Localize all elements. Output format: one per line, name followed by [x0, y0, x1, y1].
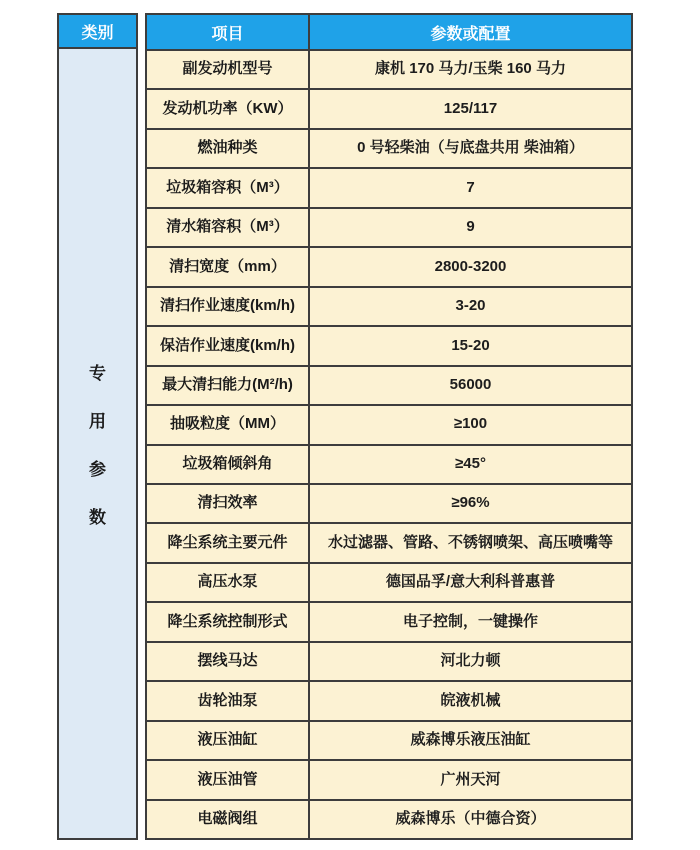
- table-row: [147, 522, 631, 561]
- item-label: 垃圾箱倾斜角: [147, 446, 310, 483]
- item-value: 2800-3200: [434, 257, 507, 275]
- item-value: 广州天河: [440, 770, 501, 788]
- table-row: [147, 207, 631, 246]
- table-row: [147, 562, 631, 601]
- table-row: [147, 720, 631, 759]
- item-value: 56000: [449, 375, 492, 393]
- item-column-header: 项目: [147, 15, 310, 49]
- table-row: [147, 128, 631, 167]
- item-label: 摆线马达: [147, 643, 310, 680]
- item-label: 清扫效率: [147, 485, 310, 522]
- item-value: 河北力顿: [440, 652, 501, 670]
- item-label: 最大清扫能力(M²/h): [147, 367, 310, 404]
- table-row: [147, 444, 631, 483]
- item-label: 清水箱容积（M³）: [147, 209, 310, 246]
- item-value: 15-20: [451, 336, 490, 354]
- table-body: [147, 49, 631, 838]
- table-row: [147, 404, 631, 443]
- item-label: 清扫作业速度(km/h): [147, 288, 310, 325]
- table-row: [147, 680, 631, 719]
- table-row: [147, 286, 631, 325]
- item-label: 燃油种类: [147, 130, 310, 167]
- item-label: 降尘系统控制形式: [147, 603, 310, 640]
- table-row: [147, 365, 631, 404]
- item-label: 液压油管: [147, 761, 310, 798]
- item-value: ≥45°: [455, 454, 486, 472]
- item-label: 抽吸粒度（MM）: [147, 406, 310, 443]
- item-label: 高压水泵: [147, 564, 310, 601]
- table-row: [147, 246, 631, 285]
- main-table: [145, 13, 633, 840]
- value-column-header: 参数或配置: [430, 25, 511, 43]
- item-value: 康机 170 马力/玉柴 160 马力: [375, 60, 566, 78]
- item-label: 液压油缸: [147, 722, 310, 759]
- item-label: 降尘系统主要元件: [147, 524, 310, 561]
- category-column-header: 类别: [59, 15, 136, 49]
- table-row: [147, 601, 631, 640]
- item-value: 125/117: [443, 99, 498, 117]
- item-value: 9: [466, 218, 475, 236]
- table-row: [147, 483, 631, 522]
- item-label: 清扫宽度（mm）: [147, 248, 310, 285]
- item-label: 齿轮油泵: [147, 682, 310, 719]
- table-header-row: [147, 15, 631, 49]
- item-value: 威森博乐液压油缸: [410, 731, 531, 749]
- table-row: [147, 167, 631, 206]
- item-label: 垃圾箱容积（M³）: [147, 169, 310, 206]
- table-row: [147, 88, 631, 127]
- table-row: [147, 641, 631, 680]
- item-value: 威森博乐（中德合资）: [395, 809, 546, 827]
- item-value: 德国品孚/意大利科普惠普: [385, 573, 556, 591]
- table-row: [147, 759, 631, 798]
- item-label: 副发动机型号: [147, 51, 310, 88]
- item-value: 7: [466, 178, 475, 196]
- category-column: [57, 13, 138, 840]
- item-value: 水过滤器、管路、不锈钢喷架、高压喷嘴等: [327, 533, 613, 551]
- item-value: 皖液机械: [440, 691, 501, 709]
- item-value: 0 号轻柴油（与底盘共用 柴油箱）: [357, 139, 584, 157]
- spec-table: [57, 13, 633, 840]
- category-vertical-label: 专 用 参 数: [89, 364, 106, 527]
- category-cell: [59, 49, 136, 838]
- item-value: 3-20: [455, 297, 486, 315]
- item-label: 发动机功率（KW）: [147, 90, 310, 127]
- item-label: 电磁阀组: [147, 801, 310, 838]
- table-row: [147, 799, 631, 838]
- item-value: ≥96%: [451, 494, 490, 512]
- item-label: 保洁作业速度(km/h): [147, 327, 310, 364]
- item-value: ≥100: [453, 415, 488, 433]
- table-row: [147, 325, 631, 364]
- item-value: 电子控制，一键操作: [402, 612, 538, 630]
- table-row: [147, 49, 631, 88]
